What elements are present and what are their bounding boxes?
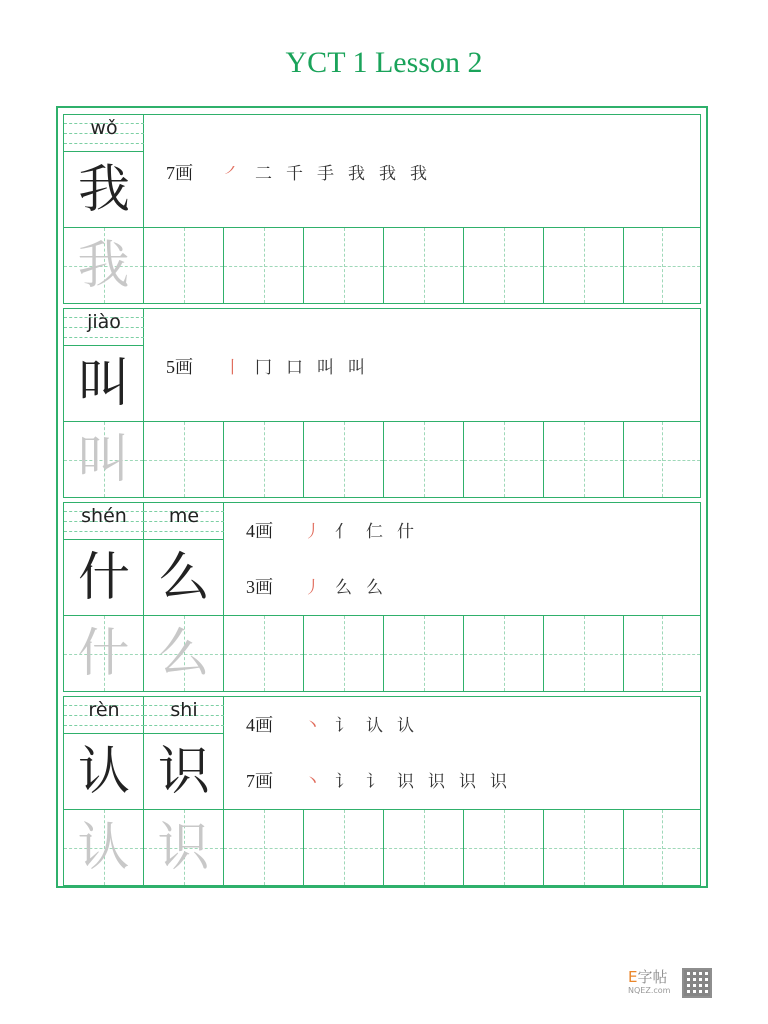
stroke-count: 7画: [246, 771, 273, 791]
practice-cell[interactable]: [624, 616, 700, 691]
trace-character: 什: [77, 624, 130, 684]
practice-cell[interactable]: [464, 810, 544, 885]
stroke-step: 讠: [335, 772, 352, 792]
stroke-step: 识: [428, 772, 445, 792]
practice-grid-row: [64, 421, 700, 497]
hanzi-box: [144, 539, 224, 615]
hanzi-character: 什: [77, 548, 130, 608]
practice-cell[interactable]: [384, 810, 464, 885]
stroke-step: 亻: [335, 522, 352, 542]
hanzi-box: [64, 733, 144, 809]
trace-character: 么: [157, 624, 210, 684]
practice-cell[interactable]: [544, 616, 624, 691]
stroke-step: 丨: [224, 358, 241, 378]
practice-cell[interactable]: [384, 228, 464, 303]
page-title: YCT 1 Lesson 2: [285, 46, 483, 79]
lesson-block: [63, 502, 701, 692]
practice-cell[interactable]: [144, 228, 224, 303]
stroke-step: 叫: [317, 358, 334, 378]
stroke-count: 5画: [166, 357, 193, 377]
practice-cell[interactable]: [64, 422, 144, 497]
stroke-step: 讠: [366, 772, 383, 792]
practice-cell[interactable]: [144, 810, 224, 885]
stroke-order-panel: [144, 115, 700, 227]
stroke-order-row: [166, 159, 441, 185]
logo-domain: NQEZ.com: [628, 986, 671, 995]
stroke-step: 丿: [304, 578, 321, 598]
practice-cell[interactable]: [64, 810, 144, 885]
practice-cell[interactable]: [624, 422, 700, 497]
stroke-step: 我: [379, 164, 396, 184]
trace-character: 认: [77, 818, 130, 878]
character-cell: [64, 309, 144, 421]
stroke-order-row: [246, 517, 428, 543]
character-cell: [144, 503, 224, 615]
stroke-step: 什: [397, 522, 414, 542]
practice-cell[interactable]: [224, 228, 304, 303]
pinyin-label: me: [168, 505, 200, 527]
stroke-step: 识: [397, 772, 414, 792]
stroke-step: 讠: [335, 716, 352, 736]
stroke-step: 千: [286, 164, 303, 184]
stroke-order-panel: [144, 309, 700, 421]
pinyin-box: [144, 503, 224, 539]
hanzi-character: 么: [157, 548, 210, 608]
practice-cell[interactable]: [64, 616, 144, 691]
practice-cell[interactable]: [304, 422, 384, 497]
trace-character: 我: [77, 236, 130, 296]
hanzi-box: [64, 345, 144, 421]
logo-text: 字帖: [637, 968, 668, 986]
hanzi-character: 识: [157, 742, 210, 802]
practice-cell[interactable]: [224, 810, 304, 885]
stroke-count: 4画: [246, 715, 273, 735]
pinyin-box: [64, 503, 144, 539]
practice-grid-row: [64, 227, 700, 303]
pinyin-label: wǒ: [90, 117, 118, 139]
pinyin-box: [64, 309, 144, 345]
practice-grid-row: [64, 615, 700, 691]
practice-cell[interactable]: [304, 228, 384, 303]
practice-cell[interactable]: [144, 616, 224, 691]
stroke-step: 认: [397, 716, 414, 736]
practice-cell[interactable]: [64, 228, 144, 303]
site-logo: [628, 966, 671, 995]
character-cell: [64, 503, 144, 615]
hanzi-character: 我: [77, 160, 130, 220]
practice-cell[interactable]: [544, 228, 624, 303]
pinyin-box: [64, 115, 144, 151]
hanzi-character: 叫: [77, 354, 130, 414]
stroke-step: 识: [459, 772, 476, 792]
stroke-step: 丿: [304, 522, 321, 542]
practice-cell[interactable]: [624, 228, 700, 303]
pinyin-label: rèn: [88, 699, 120, 721]
stroke-step: 叫: [348, 358, 365, 378]
stroke-step: 么: [366, 578, 383, 598]
stroke-order-row: [246, 711, 428, 737]
lesson-block: [63, 114, 701, 304]
stroke-step: 手: [317, 164, 334, 184]
stroke-step: 丶: [304, 772, 321, 792]
pinyin-box: [144, 697, 224, 733]
hanzi-box: [144, 733, 224, 809]
stroke-step: 二: [255, 164, 272, 184]
practice-cell[interactable]: [304, 616, 384, 691]
lesson-block: [63, 696, 701, 886]
stroke-step: 口: [286, 358, 303, 378]
hanzi-character: 认: [77, 742, 130, 802]
stroke-order-row: [246, 573, 397, 599]
practice-cell[interactable]: [304, 810, 384, 885]
stroke-step: 识: [490, 772, 507, 792]
stroke-order-row: [166, 353, 379, 379]
trace-character: 叫: [77, 430, 130, 490]
pinyin-label: shi: [170, 699, 198, 721]
character-cell: [64, 697, 144, 809]
practice-cell[interactable]: [144, 422, 224, 497]
lesson-block: [63, 308, 701, 498]
stroke-step: 仁: [366, 522, 383, 542]
practice-cell[interactable]: [544, 422, 624, 497]
practice-cell[interactable]: [464, 422, 544, 497]
practice-cell[interactable]: [224, 422, 304, 497]
stroke-order-panel: [224, 503, 700, 615]
pinyin-label: shén: [81, 505, 127, 527]
stroke-step: 么: [335, 578, 352, 598]
stroke-step: 认: [366, 716, 383, 736]
stroke-count: 7画: [166, 163, 193, 183]
stroke-count: 3画: [246, 577, 273, 597]
hanzi-box: [64, 151, 144, 227]
stroke-order-row: [246, 767, 521, 793]
trace-character: 识: [157, 818, 210, 878]
stroke-step: 冂: [255, 358, 272, 378]
practice-sheet: [56, 106, 708, 888]
stroke-step: 我: [410, 164, 427, 184]
practice-cell[interactable]: [464, 616, 544, 691]
practice-cell[interactable]: [624, 810, 700, 885]
logo-e: E: [628, 968, 638, 986]
stroke-step: 我: [348, 164, 365, 184]
pinyin-box: [64, 697, 144, 733]
pinyin-label: jiào: [87, 311, 121, 333]
practice-cell[interactable]: [544, 810, 624, 885]
practice-cell[interactable]: [464, 228, 544, 303]
qr-code-icon: [682, 968, 712, 998]
practice-cell[interactable]: [384, 422, 464, 497]
hanzi-box: [64, 539, 144, 615]
stroke-step: 丶: [304, 716, 321, 736]
practice-cell[interactable]: [224, 616, 304, 691]
character-cell: [64, 115, 144, 227]
stroke-order-panel: [224, 697, 700, 809]
practice-grid-row: [64, 809, 700, 885]
practice-cell[interactable]: [384, 616, 464, 691]
stroke-count: 4画: [246, 521, 273, 541]
stroke-step: ㇒: [224, 164, 241, 184]
character-cell: [144, 697, 224, 809]
